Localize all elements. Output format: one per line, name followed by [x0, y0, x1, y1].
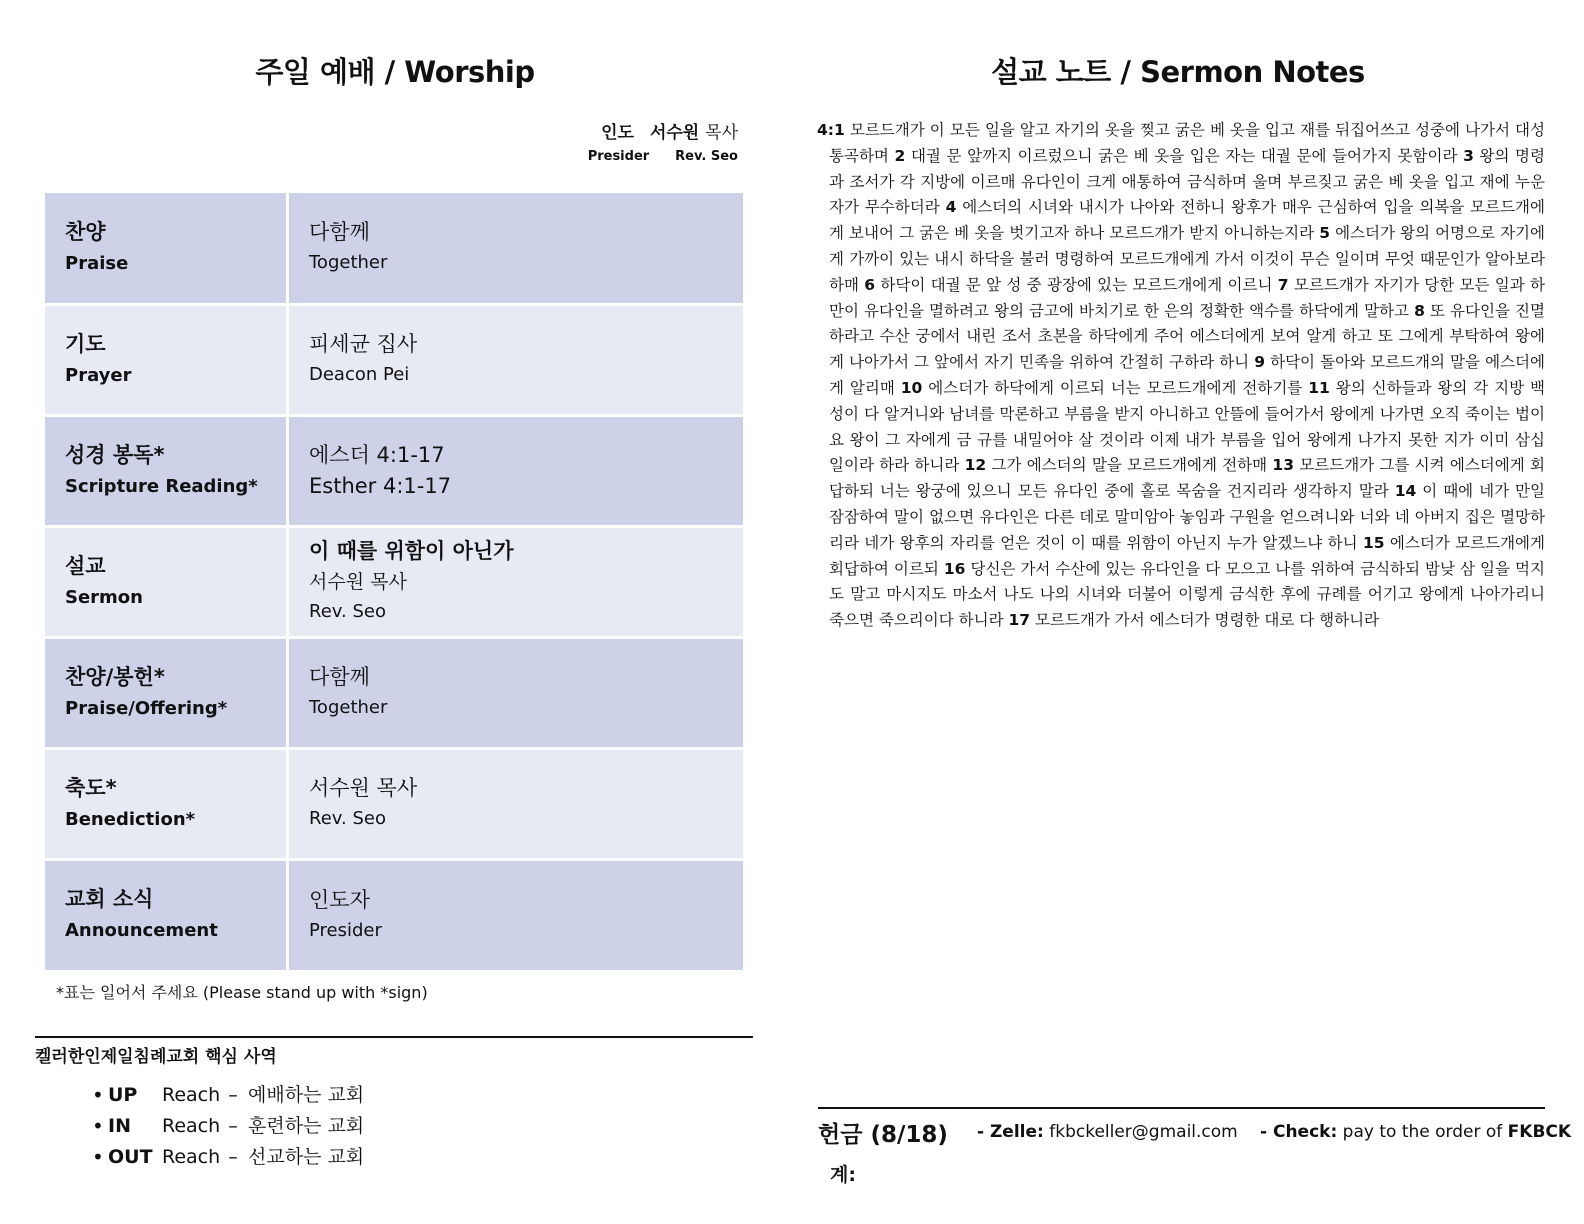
verse-number: 16 — [943, 559, 966, 578]
verse-text: 에스더가 왕의 어명으로 자기에게 가까이 있는 내시 하닥을 불러 명령하여 모르드개에게 가서 이것이 무슨 일이며 무엇 때문인가 알아보라 하매 — [829, 224, 1545, 294]
ministry-desc: 훈련하는 교회 — [248, 1115, 365, 1137]
offering-title: 헌금 (8/18) — [818, 1122, 948, 1148]
label-ko: 찬양/봉헌* — [65, 664, 165, 689]
worship-title: 주일 예배 / Worship — [255, 55, 535, 89]
row-value — [288, 193, 744, 304]
table-row — [45, 637, 743, 748]
label-ko: 성경 봉독* — [65, 442, 165, 467]
verse-text: 하닥이 돌아와 모르드개의 말을 에스더에게 알리매 — [829, 353, 1545, 397]
verse-number: 11 — [1308, 378, 1330, 397]
row-value — [288, 526, 744, 637]
row-label — [45, 637, 288, 748]
list-item — [92, 1080, 364, 1111]
value-line-2: Esther 4:1-17 — [309, 474, 452, 498]
divider-left — [35, 1036, 753, 1038]
table-row — [45, 415, 743, 526]
verse-text: 왕의 신하들과 왕의 각 지방 백성이 다 알거니와 남녀를 막론하고 부름을 받지 아니하고 안뜰에 들어가서 왕에게 나가면 오직 죽이는 법이요 왕이 그 자에게 금 규를 내밀어야 살 것이라 이제 내가 부름을 입어 왕에게 나가지 못한 지가 이미 삼십 일이라 하라 하니라 — [829, 378, 1546, 475]
label-ko: 기도 — [65, 331, 106, 356]
presider-en-name: Rev. Seo — [675, 149, 738, 164]
verse-number: 9 — [1254, 353, 1265, 372]
label-en: Prayer — [65, 364, 132, 386]
total-label: 계: — [830, 1164, 856, 1186]
row-value — [288, 748, 744, 859]
label-ko: 축도* — [65, 775, 117, 800]
row-label — [45, 859, 288, 970]
ministry-list — [92, 1080, 364, 1173]
presider-ko-name: 서수원 — [649, 123, 700, 143]
check-info — [1260, 1122, 1571, 1142]
verse-number: 6 — [864, 275, 876, 294]
value-line-2: Presider — [309, 919, 382, 941]
zelle-label: - Zelle: — [977, 1122, 1044, 1142]
ministry-desc: 예배하는 교회 — [248, 1084, 365, 1106]
value-line-2: 서수원 목사 — [309, 571, 407, 593]
label-en: Praise — [65, 252, 129, 274]
label-ko: 교회 소식 — [65, 887, 154, 912]
label-ko: 찬양 — [65, 219, 106, 244]
verse-number: 3 — [1463, 146, 1474, 165]
ministry-title: 켈러한인제일침례교회 핵심 사역 — [35, 1047, 277, 1067]
verse-number: 12 — [964, 456, 987, 475]
presider-block — [588, 118, 738, 164]
verse-text: 에스더가 하닥에게 이르되 너는 모르드개에게 전하기를 — [928, 378, 1303, 397]
verse-text: 그가 에스더의 말을 모르드개에게 전하매 — [991, 456, 1268, 475]
row-label — [45, 193, 288, 304]
value-line-1: 피세균 집사 — [309, 332, 418, 356]
verse-text: 모르드개가 그를 시켜 에스더에게 회답하되 너는 왕궁에 있으니 모든 유다인 중에 홀로 목숨을 건지리라 생각하지 말라 — [829, 456, 1545, 501]
value-line-2: Together — [309, 697, 388, 718]
label-ko: 설교 — [65, 553, 106, 578]
ministry-dash: – — [228, 1146, 238, 1168]
verse-number: 13 — [1272, 456, 1294, 475]
bullet-icon: • — [92, 1145, 104, 1169]
zelle-info — [977, 1122, 1238, 1142]
value-line-1: 서수원 목사 — [309, 776, 418, 800]
row-value — [288, 415, 744, 526]
table-row — [45, 304, 743, 415]
presider-en-label: Presider — [587, 149, 650, 164]
presider-en — [588, 149, 738, 164]
value-line-2: Together — [309, 252, 388, 274]
sermon-title: 이 때를 위함이 아닌가 — [309, 539, 514, 563]
verse-number: 10 — [900, 378, 923, 397]
ministry-key: UP — [108, 1084, 138, 1106]
value-line-3: Rev. Seo — [309, 601, 386, 622]
ministry-reach: Reach — [162, 1115, 221, 1137]
value-line-2: Deacon Pei — [309, 364, 410, 385]
ministry-dash: – — [228, 1084, 238, 1106]
presider-ko-label: 인도 — [601, 123, 634, 143]
ministry-dash: – — [228, 1115, 238, 1137]
row-label — [45, 415, 288, 526]
row-label — [45, 748, 288, 859]
table-row — [45, 526, 743, 637]
row-value — [288, 859, 744, 970]
verse-text: 에스더가 모르드개에게 회답하여 이르되 — [829, 533, 1545, 578]
verse-text: 모르드개가 가서 에스더가 명령한 대로 다 행하니라 — [1035, 611, 1380, 630]
label-en: Praise/Offering* — [65, 697, 228, 719]
verse-number: 7 — [1277, 275, 1289, 294]
verse-number: 4:1 — [817, 121, 845, 139]
ministry-desc: 선교하는 교회 — [248, 1146, 365, 1168]
verse-number: 4 — [945, 198, 957, 217]
verse-text: 이 때에 네가 만일 잠잠하여 말이 없으면 유다인은 다른 데로 말미암아 놓임과 구원을 얻으려니와 너와 네 아버지 집은 멸망하리라 네가 왕후의 자리를 얻은 것이 이 때를 위함이 아닌지 누가 알겠느냐 하니 — [829, 482, 1545, 552]
list-item — [92, 1111, 364, 1142]
presider-ko — [588, 118, 738, 143]
verse-text: 모르드개가 자기가 당한 모든 일과 하만이 유다인을 멸하려고 왕의 금고에 바치기로 한 은의 정확한 액수를 하닥에게 말하고 — [829, 275, 1545, 320]
verse-number: 17 — [1008, 611, 1031, 630]
ministry-reach: Reach — [162, 1146, 221, 1168]
verse-text: 모르드개가 이 모든 일을 알고 자기의 옷을 찢고 굵은 베 옷을 입고 재를 뒤집어쓰고 성중에 나가서 대성 통곡하며 — [829, 121, 1545, 165]
verse-text: 에스더의 시녀와 내시가 나아와 전하니 왕후가 매우 근심하여 입을 의복을 모르드개에게 보내어 그 굵은 베 옷을 벗기고자 하나 모르드개가 받지 아니하는지라 — [829, 198, 1545, 243]
verse-text: 또 유다인을 진멸하라고 수산 궁에서 내린 조서 초본을 하닥에게 주어 에스더에게 보여 알게 하고 또 그에게 부탁하여 왕에게 나아가서 그 앞에서 자기 민족을 위하여 간절히 구하라 하니 — [829, 301, 1545, 372]
label-en: Sermon — [65, 586, 143, 608]
verse-text: 당신은 가서 수산에 있는 유다인을 다 모으고 나를 위하여 금식하되 밤낮 삼 일을 먹지도 말고 마시지도 마소서 나도 나의 시녀와 더불어 이렇게 금식한 후에 규례를 어기고 왕에게 나아가리니 죽으면 죽으리이다 하니라 — [829, 559, 1545, 630]
scripture-text — [817, 118, 1545, 634]
label-en: Announcement — [65, 920, 218, 942]
value-line-1: 에스더 4:1-17 — [309, 443, 445, 467]
sermon-notes-title: 설교 노트 / Sermon Notes — [991, 55, 1365, 89]
row-value — [288, 637, 744, 748]
ministry-key: IN — [108, 1115, 131, 1137]
bullet-icon: • — [92, 1083, 104, 1107]
label-en: Benediction* — [65, 808, 196, 830]
table-row — [45, 748, 743, 859]
check-payee: FKBCK — [1507, 1122, 1572, 1142]
verse-number: 14 — [1394, 482, 1417, 501]
verse-number: 2 — [894, 146, 906, 165]
value-line-1: 다함께 — [309, 220, 370, 245]
list-item — [92, 1142, 364, 1173]
check-label: - Check: — [1260, 1122, 1338, 1142]
value-line-1: 인도자 — [309, 887, 370, 912]
presider-ko-title: 목사 — [705, 123, 738, 143]
verse-number: 15 — [1362, 533, 1385, 552]
table-row — [45, 193, 743, 304]
verse-text: 대궐 문 앞까지 이르렀으니 굵은 베 옷을 입은 자는 대궐 문에 들어가지 못함이라 — [910, 146, 1458, 165]
value-line-2: Rev. Seo — [309, 808, 386, 829]
bullet-icon: • — [92, 1114, 104, 1138]
zelle-value: fkbckeller@gmail.com — [1049, 1122, 1238, 1142]
divider-right — [818, 1107, 1545, 1109]
table-row — [45, 859, 743, 970]
row-label — [45, 526, 288, 637]
verse-text: 왕의 명령과 조서가 각 지방에 이르매 유다인이 크게 애통하여 금식하며 울며 부르짖고 굵은 베 옷을 입고 재에 누운 자가 무수하더라 — [829, 146, 1546, 217]
check-value: pay to the order of — [1342, 1122, 1503, 1142]
label-en: Scripture Reading* — [65, 475, 258, 497]
stand-note: *표는 일어서 주세요 (Please stand up with *sign) — [56, 983, 428, 1002]
verse-number: 5 — [1319, 224, 1330, 243]
verse-number: 8 — [1414, 301, 1425, 320]
ministry-key: OUT — [108, 1146, 153, 1168]
row-label — [45, 304, 288, 415]
row-value — [288, 304, 744, 415]
verse-text: 하닥이 대궐 문 앞 성 중 광장에 있는 모르드개에게 이르니 — [880, 275, 1273, 294]
ministry-reach: Reach — [162, 1084, 221, 1106]
order-of-worship-table — [45, 193, 743, 970]
value-line-1: 다함께 — [309, 665, 370, 689]
